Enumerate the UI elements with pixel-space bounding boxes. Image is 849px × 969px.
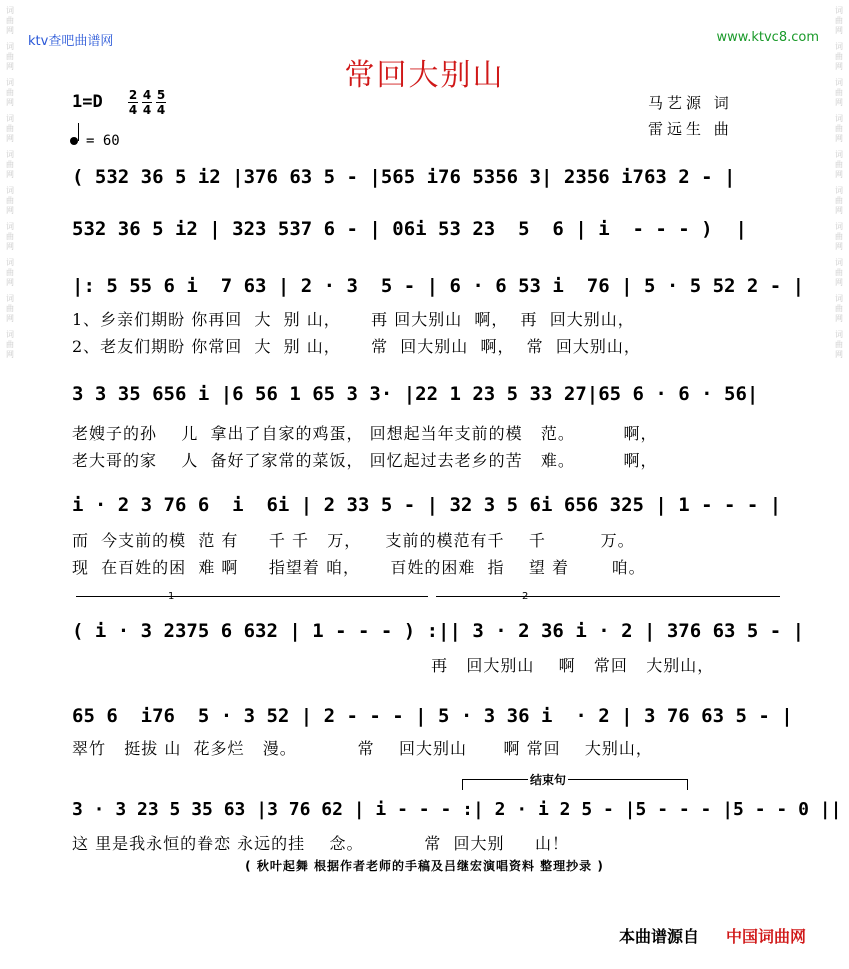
watermark-text: 网 (6, 62, 14, 71)
watermark-text: 词 (6, 6, 14, 15)
watermark-text: 曲 (6, 232, 14, 241)
watermark-text: 曲 (6, 196, 14, 205)
watermark-text: 曲 (6, 88, 14, 97)
watermark-text: 网 (6, 242, 14, 251)
watermark-text: 词 (835, 330, 843, 339)
lyric-line: 翠竹 挺拔 山 花多烂 漫。 常 回大别山 啊 常回 大别山， (72, 739, 653, 758)
watermark-text: 词 (6, 258, 14, 267)
watermark-text: 曲 (835, 268, 843, 277)
lyric-verse-2: 2、老友们期盼 你常回 大 别 山， 常 回大别山 啊， 常 回大别山， (72, 337, 641, 356)
time-signature: $\frac{2}{4}$ (128, 88, 138, 117)
footer-source-label: 本曲谱源自 (619, 927, 700, 946)
watermark-text: 曲 (835, 304, 843, 313)
song-title: 常回大别山 (344, 58, 505, 93)
watermark-text: 曲 (835, 88, 843, 97)
watermark-text: 词 (6, 330, 14, 339)
watermark-text: 曲 (835, 124, 843, 133)
watermark-text: 曲 (835, 196, 843, 205)
watermark-text: 网 (835, 314, 843, 323)
watermark-text: 网 (6, 350, 14, 359)
watermark-text: 曲 (6, 16, 14, 25)
lyric-line: 再 回大别山 啊 常回 大别山， (72, 656, 715, 675)
lyricist-credit: 马艺源 词 (648, 94, 733, 112)
watermark-text: 词 (835, 114, 843, 123)
watermark-text: 网 (835, 206, 843, 215)
watermark-text: 曲 (6, 340, 14, 349)
watermark-text: 曲 (6, 124, 14, 133)
site-name-left[interactable]: ktv查吧曲谱网 (28, 34, 114, 49)
watermark-right (829, 0, 849, 969)
quarter-note-icon (70, 137, 78, 145)
volta-bracket-2 (436, 596, 780, 597)
watermark-text: 网 (835, 98, 843, 107)
watermark-text: 网 (835, 26, 843, 35)
watermark-text: 曲 (6, 304, 14, 313)
footer-site-link[interactable]: 中国词曲网 (726, 927, 807, 946)
watermark-text: 网 (835, 242, 843, 251)
watermark-text: 网 (835, 170, 843, 179)
watermark-text: 曲 (835, 52, 843, 61)
watermark-left (0, 0, 20, 969)
lyric-line: 这 里是我永恒的眷恋 永远的挂 念。 常 回大别 山！ (72, 834, 569, 853)
lyric-verse-1: 而 今支前的模 范 有 千 千 万， 支前的模范有千 千 万。 (72, 531, 635, 550)
watermark-text: 网 (6, 134, 14, 143)
watermark-text: 词 (6, 78, 14, 87)
ending-bracket (462, 779, 688, 790)
watermark-text: 词 (835, 222, 843, 231)
watermark-text: 曲 (835, 16, 843, 25)
time-signature: $\frac{5}{4}$ (156, 88, 166, 117)
watermark-text: 词 (6, 222, 14, 231)
watermark-text: 曲 (6, 52, 14, 61)
watermark-text: 曲 (835, 232, 843, 241)
watermark-text: 词 (6, 186, 14, 195)
lyric-verse-1: 老嫂子的孙 儿 拿出了自家的鸡蛋， 回想起当年支前的模 范。 啊， (72, 424, 658, 443)
watermark-text: 词 (6, 42, 14, 51)
lyric-verse-1: 1、乡亲们期盼 你再回 大 别 山， 再 回大别山 啊， 再 回大别山， (72, 310, 635, 329)
watermark-text: 词 (835, 78, 843, 87)
watermark-text: 网 (835, 134, 843, 143)
ending-label: 结束句 (530, 773, 567, 787)
transcription-note: ( 秋叶起舞 根据作者老师的手稿及吕继宏演唱资料 整理抄录 ) (245, 859, 604, 873)
watermark-text: 词 (835, 6, 843, 15)
watermark-text: 网 (6, 98, 14, 107)
watermark-text: 曲 (6, 160, 14, 169)
watermark-text: 词 (835, 150, 843, 159)
lyric-verse-2: 老大哥的家 人 备好了家常的菜饭， 回忆起过去老乡的苦 难。 啊， (72, 451, 658, 470)
watermark-text: 词 (6, 150, 14, 159)
volta-bracket-1 (76, 596, 428, 597)
composer-credit: 雷远生 曲 (648, 120, 733, 138)
watermark-text: 网 (6, 170, 14, 179)
watermark-text: 曲 (835, 160, 843, 169)
volta-label-2: 2 (522, 591, 529, 602)
watermark-text: 网 (835, 350, 843, 359)
watermark-text: 词 (6, 294, 14, 303)
volta-label-1: 1 (168, 591, 175, 602)
watermark-text: 网 (6, 278, 14, 287)
time-signatures (128, 89, 166, 116)
watermark-text: 网 (6, 26, 14, 35)
watermark-text: 曲 (6, 268, 14, 277)
site-url-right[interactable]: www.ktvc8.com (716, 30, 819, 45)
watermark-text: 网 (835, 278, 843, 287)
watermark-text: 曲 (835, 340, 843, 349)
tempo-marking: = 60 (70, 133, 120, 149)
watermark-text: 网 (835, 62, 843, 71)
watermark-text: 词 (6, 114, 14, 123)
watermark-text: 网 (6, 206, 14, 215)
watermark-text: 词 (835, 186, 843, 195)
key-signature: 1=D (72, 92, 103, 112)
watermark-text: 网 (6, 314, 14, 323)
lyric-verse-2: 现 在百姓的困 难 啊 指望着 咱， 百姓的困难 指 望 着 咱。 (72, 558, 646, 577)
watermark-text: 词 (835, 42, 843, 51)
watermark-text: 词 (835, 294, 843, 303)
watermark-text: 词 (835, 258, 843, 267)
time-signature: $\frac{4}{4}$ (142, 88, 152, 117)
